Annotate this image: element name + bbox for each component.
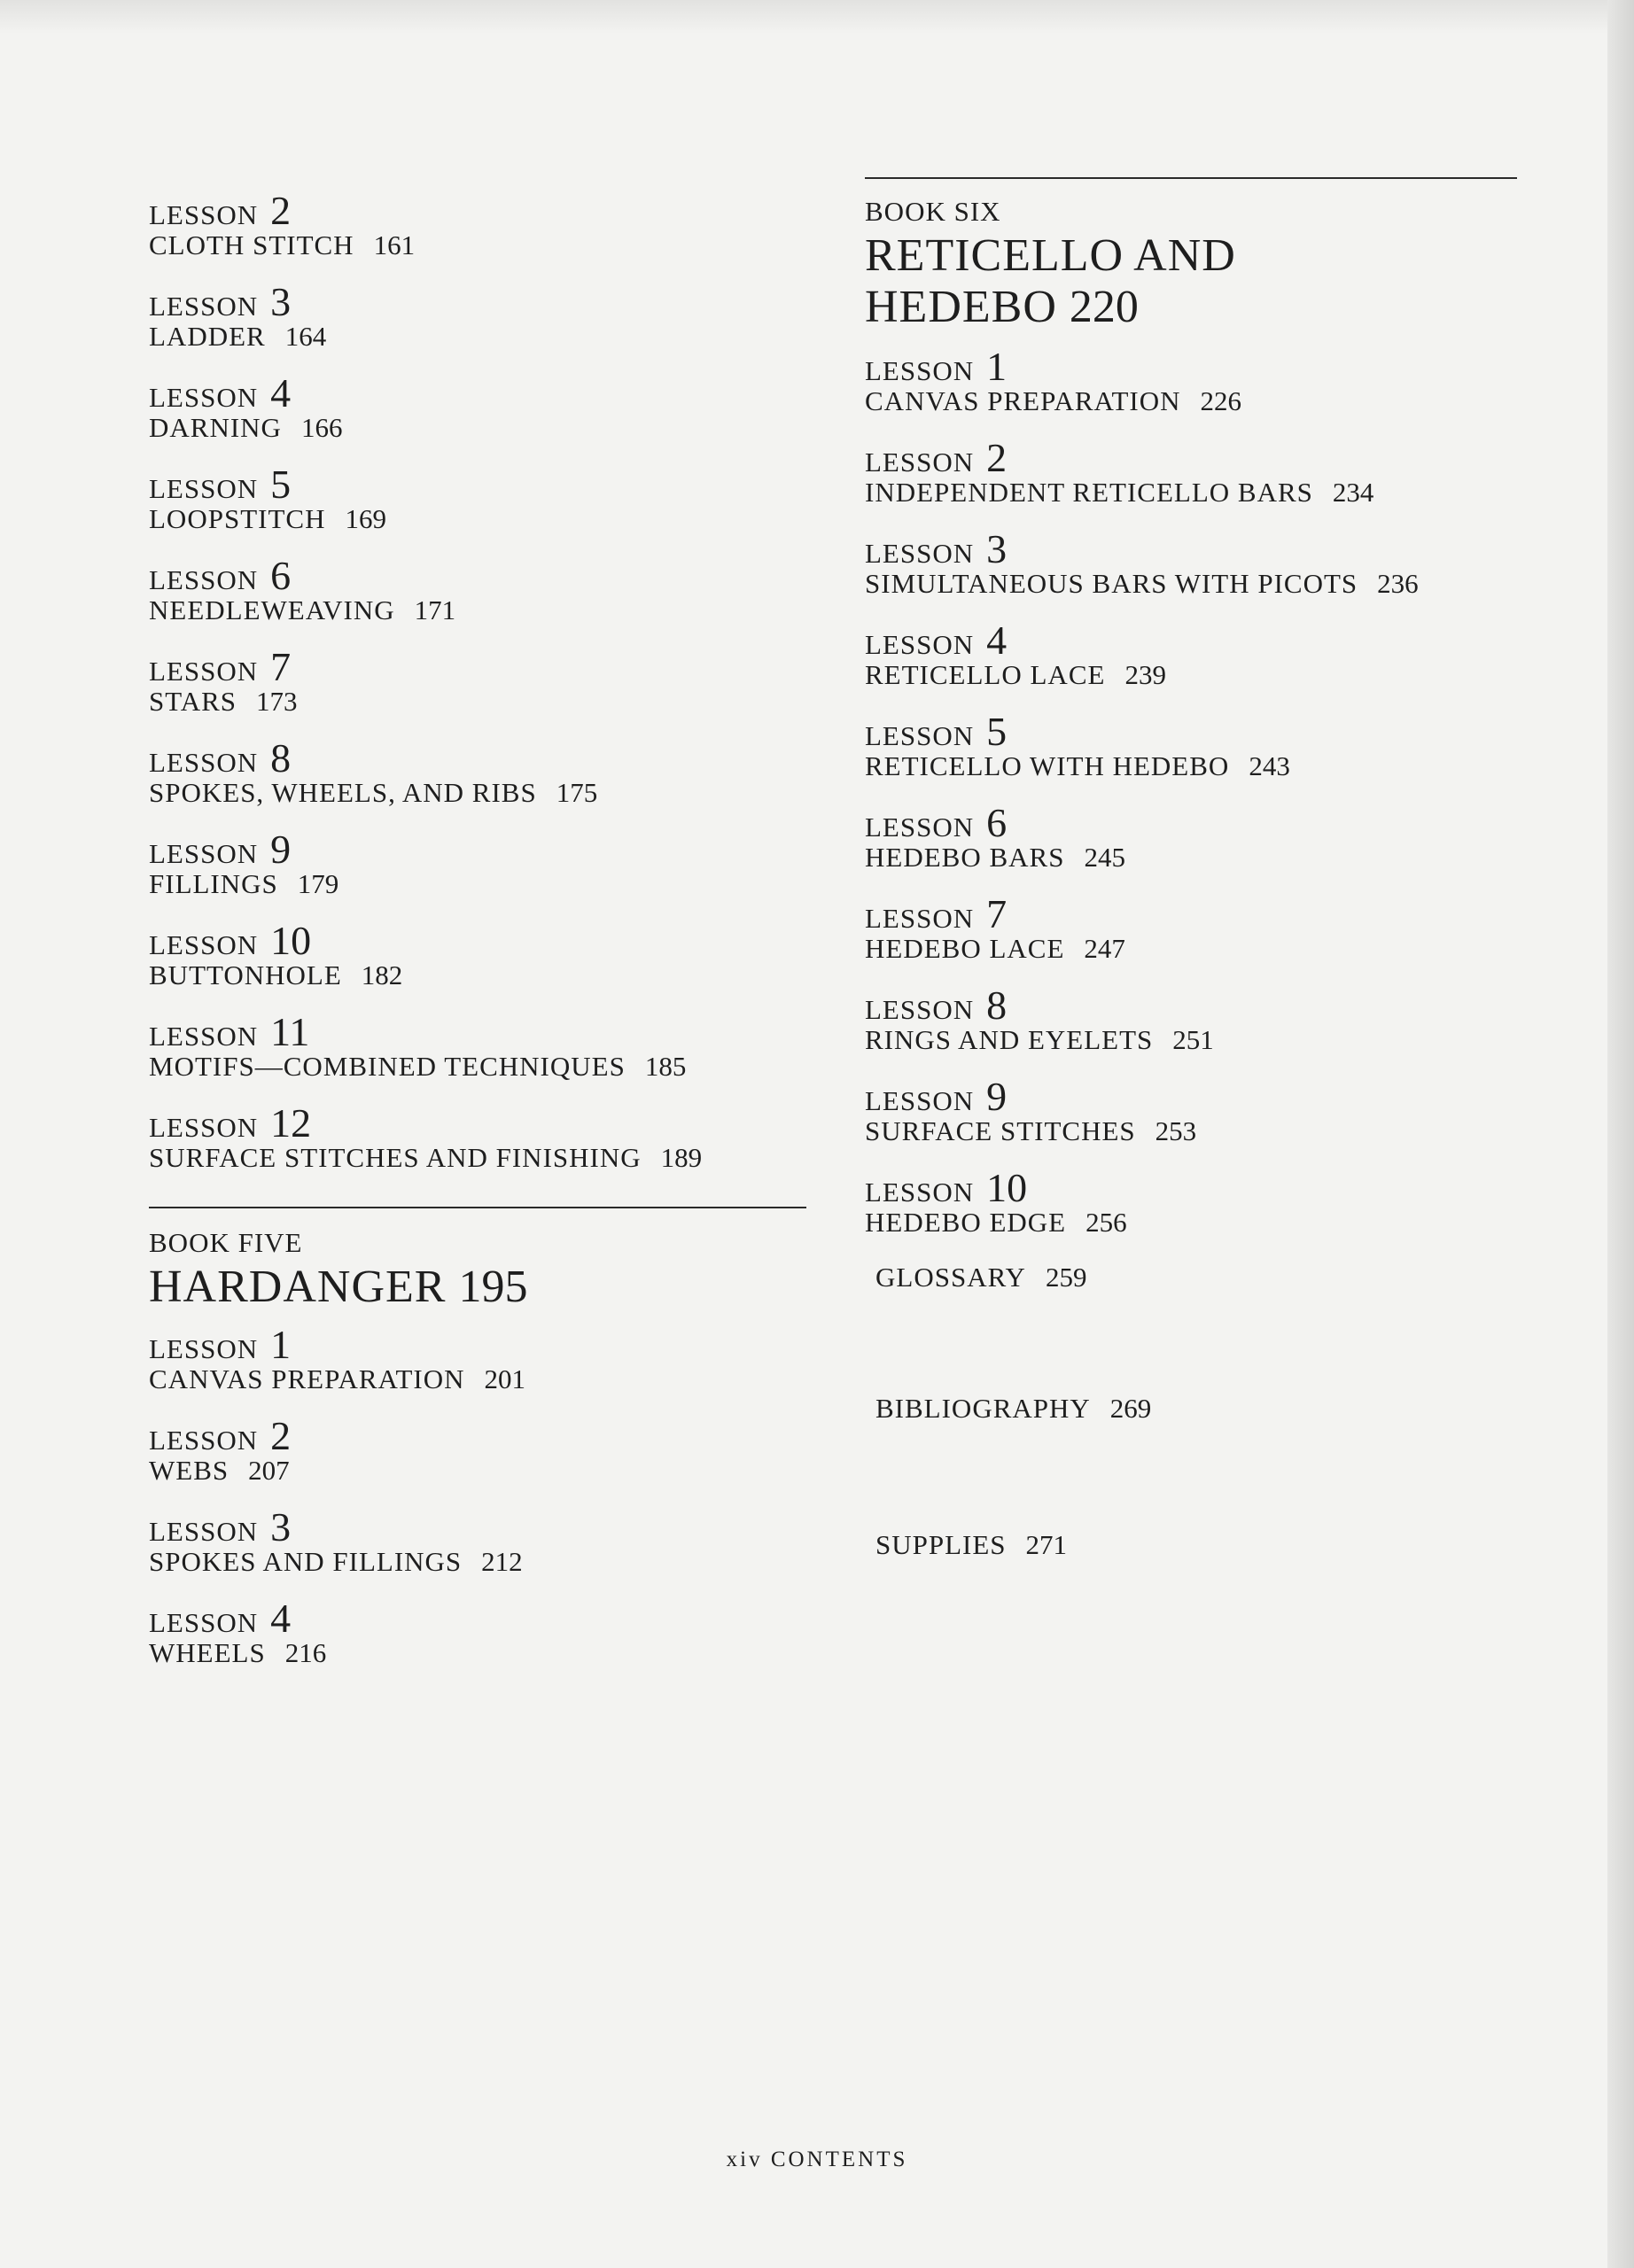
lesson-title: FILLINGS (149, 868, 278, 899)
lesson-title-line (149, 320, 805, 353)
back-matter-page: 269 (1109, 1393, 1152, 1424)
lesson-number: 11 (270, 1008, 310, 1054)
book-six-page: 220 (1069, 282, 1139, 332)
lesson-word: LESSON (149, 473, 259, 504)
book-six-rule (865, 177, 1517, 179)
lesson-page: 173 (256, 686, 298, 717)
lesson-word: LESSON (149, 929, 259, 960)
back-matter-title: GLOSSARY (875, 1262, 1026, 1293)
left-lesson-list (149, 186, 805, 1175)
toc-entry (149, 1007, 805, 1084)
lesson-word: LESSON (865, 1085, 975, 1116)
lesson-number: 7 (270, 643, 292, 689)
lesson-heading (865, 981, 1521, 1028)
book-five-lesson-list (149, 1320, 805, 1670)
lesson-word: LESSON (865, 812, 975, 843)
lesson-heading (149, 551, 805, 598)
lesson-heading (149, 1503, 805, 1550)
lesson-page: 201 (484, 1363, 526, 1394)
lesson-number: 1 (986, 343, 1008, 389)
lesson-number: 3 (986, 525, 1008, 571)
lesson-title-line (149, 1636, 805, 1670)
lesson-page: 182 (361, 959, 403, 990)
lesson-heading (865, 433, 1521, 480)
toc-entry (865, 798, 1521, 874)
lesson-heading (865, 1163, 1521, 1210)
back-matter-item (875, 1262, 1086, 1293)
lesson-title-line (865, 567, 1521, 601)
lesson-title-line (865, 841, 1521, 874)
lesson-page: 169 (345, 503, 386, 534)
lesson-title: STARS (149, 686, 237, 717)
lesson-heading (149, 916, 805, 963)
book-five-title-text: HARDANGER (149, 1262, 447, 1312)
lesson-title-line (149, 959, 805, 992)
lesson-word: LESSON (149, 199, 259, 230)
lesson-number: 9 (270, 826, 292, 872)
toc-entry (149, 734, 805, 810)
book-five-label: BOOK FIVE (149, 1227, 303, 1258)
lesson-word: LESSON (865, 629, 975, 660)
lesson-title-line (865, 932, 1521, 966)
lesson-heading (149, 1411, 805, 1458)
lesson-number: 1 (270, 1321, 292, 1367)
lesson-page: 212 (481, 1546, 523, 1577)
back-matter-page: 271 (1025, 1529, 1068, 1560)
lesson-title: LOOPSTITCH (149, 503, 326, 534)
lesson-title-line (149, 1050, 805, 1084)
lesson-page: 189 (660, 1142, 703, 1173)
toc-entry (149, 551, 805, 627)
book-six-title (865, 230, 1521, 333)
page-footer: xiv CONTENTS (726, 2148, 908, 2171)
lesson-title: RETICELLO WITH HEDEBO (865, 750, 1230, 781)
lesson-number: 10 (986, 1164, 1028, 1210)
lesson-page: 216 (284, 1637, 327, 1668)
toc-entry (865, 889, 1521, 966)
lesson-title: RETICELLO LACE (865, 659, 1106, 690)
lesson-title: NEEDLEWEAVING (149, 594, 395, 625)
lesson-title-line (149, 685, 805, 718)
lesson-word: LESSON (149, 291, 259, 322)
lesson-heading (865, 889, 1521, 936)
lesson-number: 4 (270, 369, 292, 416)
lesson-number: 3 (270, 278, 292, 324)
lesson-word: LESSON (865, 538, 975, 569)
toc-entry (865, 981, 1521, 1057)
toc-entry (149, 1411, 805, 1487)
lesson-number: 8 (270, 734, 292, 781)
lesson-title: CANVAS PREPARATION (865, 385, 1181, 416)
lesson-title-line (149, 776, 805, 810)
lesson-page: 256 (1085, 1207, 1127, 1238)
lesson-title-line (865, 1115, 1521, 1148)
lesson-title: CLOTH STITCH (149, 229, 354, 260)
back-matter-item (875, 1529, 1067, 1561)
lesson-word: LESSON (865, 994, 975, 1025)
lesson-title: SURFACE STITCHES AND FINISHING (149, 1142, 642, 1173)
lesson-page: 175 (556, 777, 598, 808)
toc-entry (149, 916, 805, 992)
book-six-section (865, 197, 1521, 1239)
toc-entry (149, 1503, 805, 1579)
lesson-title-line (149, 1454, 805, 1487)
book-six-title-line2: HEDEBO (865, 282, 1057, 332)
lesson-title: RINGS AND EYELETS (865, 1024, 1154, 1055)
lesson-title-line (149, 411, 805, 445)
lesson-title-line (149, 594, 805, 627)
toc-entry (149, 1320, 805, 1396)
lesson-word: LESSON (149, 656, 259, 687)
lesson-page: 207 (248, 1455, 290, 1486)
lesson-title: CANVAS PREPARATION (149, 1363, 465, 1394)
lesson-number: 12 (270, 1099, 312, 1146)
lesson-title: HEDEBO BARS (865, 842, 1065, 873)
lesson-page: 243 (1249, 750, 1290, 781)
lesson-number: 9 (986, 1073, 1008, 1119)
lesson-heading (865, 342, 1521, 389)
lesson-page: 179 (297, 868, 339, 899)
toc-entry (865, 707, 1521, 783)
lesson-word: LESSON (865, 355, 975, 386)
lesson-title: WHEELS (149, 1637, 266, 1668)
lesson-heading (149, 1594, 805, 1641)
lesson-word: LESSON (865, 903, 975, 934)
lesson-title-line (865, 1023, 1521, 1057)
lesson-title-line (865, 384, 1521, 418)
lesson-heading (865, 1072, 1521, 1119)
lesson-page: 226 (1200, 385, 1242, 416)
lesson-page: 166 (300, 412, 343, 443)
lesson-title-line (149, 1545, 805, 1579)
toc-entry (149, 642, 805, 718)
lesson-heading (149, 1099, 805, 1146)
lesson-heading (865, 707, 1521, 754)
lesson-title: SPOKES, WHEELS, AND RIBS (149, 777, 537, 808)
lesson-title-line (865, 476, 1521, 509)
lesson-number: 6 (986, 799, 1008, 845)
lesson-number: 6 (270, 552, 292, 598)
book-six-lesson-list (865, 342, 1521, 1239)
lesson-word: LESSON (149, 382, 259, 413)
toc-entry (149, 186, 805, 262)
lesson-title: DARNING (149, 412, 282, 443)
toc-entry (149, 460, 805, 536)
book-five-rule (149, 1207, 806, 1208)
toc-entry (149, 277, 805, 353)
lesson-title-line (865, 1206, 1521, 1239)
lesson-number: 2 (270, 1412, 292, 1458)
lesson-word: LESSON (865, 720, 975, 751)
toc-entry (865, 433, 1521, 509)
right-column (865, 177, 1521, 1254)
lesson-number: 7 (986, 890, 1008, 936)
lesson-heading (149, 1320, 805, 1367)
toc-entry (865, 1072, 1521, 1148)
lesson-word: LESSON (149, 564, 259, 595)
page-edge-shadow (1607, 0, 1634, 2268)
lesson-title: HEDEBO LACE (865, 933, 1065, 964)
lesson-number: 2 (270, 187, 292, 233)
lesson-page: 251 (1172, 1024, 1214, 1055)
lesson-word: LESSON (149, 747, 259, 778)
lesson-title: SIMULTANEOUS BARS WITH PICOTS (865, 568, 1358, 599)
lesson-word: LESSON (149, 1333, 259, 1364)
lesson-heading (149, 277, 805, 324)
lesson-title: INDEPENDENT RETICELLO BARS (865, 477, 1313, 508)
book-five-page: 195 (458, 1262, 528, 1312)
toc-entry (865, 1163, 1521, 1239)
lesson-number: 2 (986, 434, 1008, 480)
book-six-label: BOOK SIX (865, 196, 1001, 227)
book-five-section (149, 1228, 805, 1670)
lesson-title: BUTTONHOLE (149, 959, 342, 990)
lesson-page: 164 (284, 321, 327, 352)
lesson-word: LESSON (149, 1112, 259, 1143)
book-five-title (149, 1262, 805, 1313)
toc-entry (865, 524, 1521, 601)
lesson-title: SPOKES AND FILLINGS (149, 1546, 463, 1577)
page-top-shadow (0, 0, 1634, 34)
lesson-page: 247 (1084, 933, 1125, 964)
lesson-title-line (149, 1363, 805, 1396)
lesson-page: 161 (373, 229, 416, 260)
toc-entry (149, 369, 805, 445)
lesson-word: LESSON (149, 838, 259, 869)
lesson-heading (149, 642, 805, 689)
toc-entry (865, 616, 1521, 692)
lesson-number: 5 (270, 461, 292, 507)
toc-entry (865, 342, 1521, 418)
lesson-page: 171 (414, 594, 456, 625)
lesson-number: 3 (270, 1503, 292, 1550)
lesson-title-line (149, 502, 805, 536)
lesson-heading (149, 369, 805, 416)
lesson-title: HEDEBO EDGE (865, 1207, 1067, 1238)
lesson-title: LADDER (149, 321, 266, 352)
lesson-number: 10 (270, 917, 312, 963)
back-matter-title: BIBLIOGRAPHY (875, 1393, 1091, 1424)
lesson-heading (865, 616, 1521, 663)
lesson-title: MOTIFS—COMBINED TECHNIQUES (149, 1051, 626, 1082)
lesson-number: 8 (986, 982, 1008, 1028)
lesson-number: 4 (270, 1595, 292, 1641)
lesson-page: 236 (1377, 568, 1419, 599)
left-column (149, 186, 805, 1685)
lesson-number: 5 (986, 708, 1008, 754)
back-matter-item (875, 1393, 1151, 1425)
lesson-title-line (149, 867, 805, 901)
lesson-word: LESSON (149, 1021, 259, 1052)
lesson-page: 245 (1084, 842, 1125, 873)
lesson-word: LESSON (149, 1607, 259, 1638)
lesson-page: 239 (1124, 659, 1166, 690)
lesson-word: LESSON (149, 1425, 259, 1456)
toc-entry (149, 1099, 805, 1175)
lesson-page: 253 (1155, 1115, 1197, 1146)
lesson-heading (149, 186, 805, 233)
lesson-title-line (149, 229, 805, 262)
lesson-title-line (865, 750, 1521, 783)
lesson-heading (149, 825, 805, 872)
lesson-heading (865, 524, 1521, 571)
book-six-title-line1: RETICELLO AND (865, 230, 1236, 281)
lesson-word: LESSON (865, 447, 975, 478)
lesson-title-line (149, 1141, 805, 1175)
lesson-number: 4 (986, 617, 1008, 663)
toc-entry (149, 1594, 805, 1670)
lesson-heading (149, 1007, 805, 1054)
back-matter-page: 259 (1045, 1262, 1087, 1293)
lesson-heading (149, 734, 805, 781)
lesson-title-line (865, 658, 1521, 692)
lesson-page: 185 (644, 1051, 687, 1082)
lesson-title: SURFACE STITCHES (865, 1115, 1136, 1146)
lesson-word: LESSON (865, 1177, 975, 1208)
toc-entry (149, 825, 805, 901)
lesson-word: LESSON (149, 1516, 259, 1547)
lesson-page: 234 (1332, 477, 1374, 508)
lesson-title: WEBS (149, 1455, 230, 1486)
back-matter-title: SUPPLIES (875, 1529, 1007, 1560)
lesson-heading (149, 460, 805, 507)
lesson-heading (865, 798, 1521, 845)
